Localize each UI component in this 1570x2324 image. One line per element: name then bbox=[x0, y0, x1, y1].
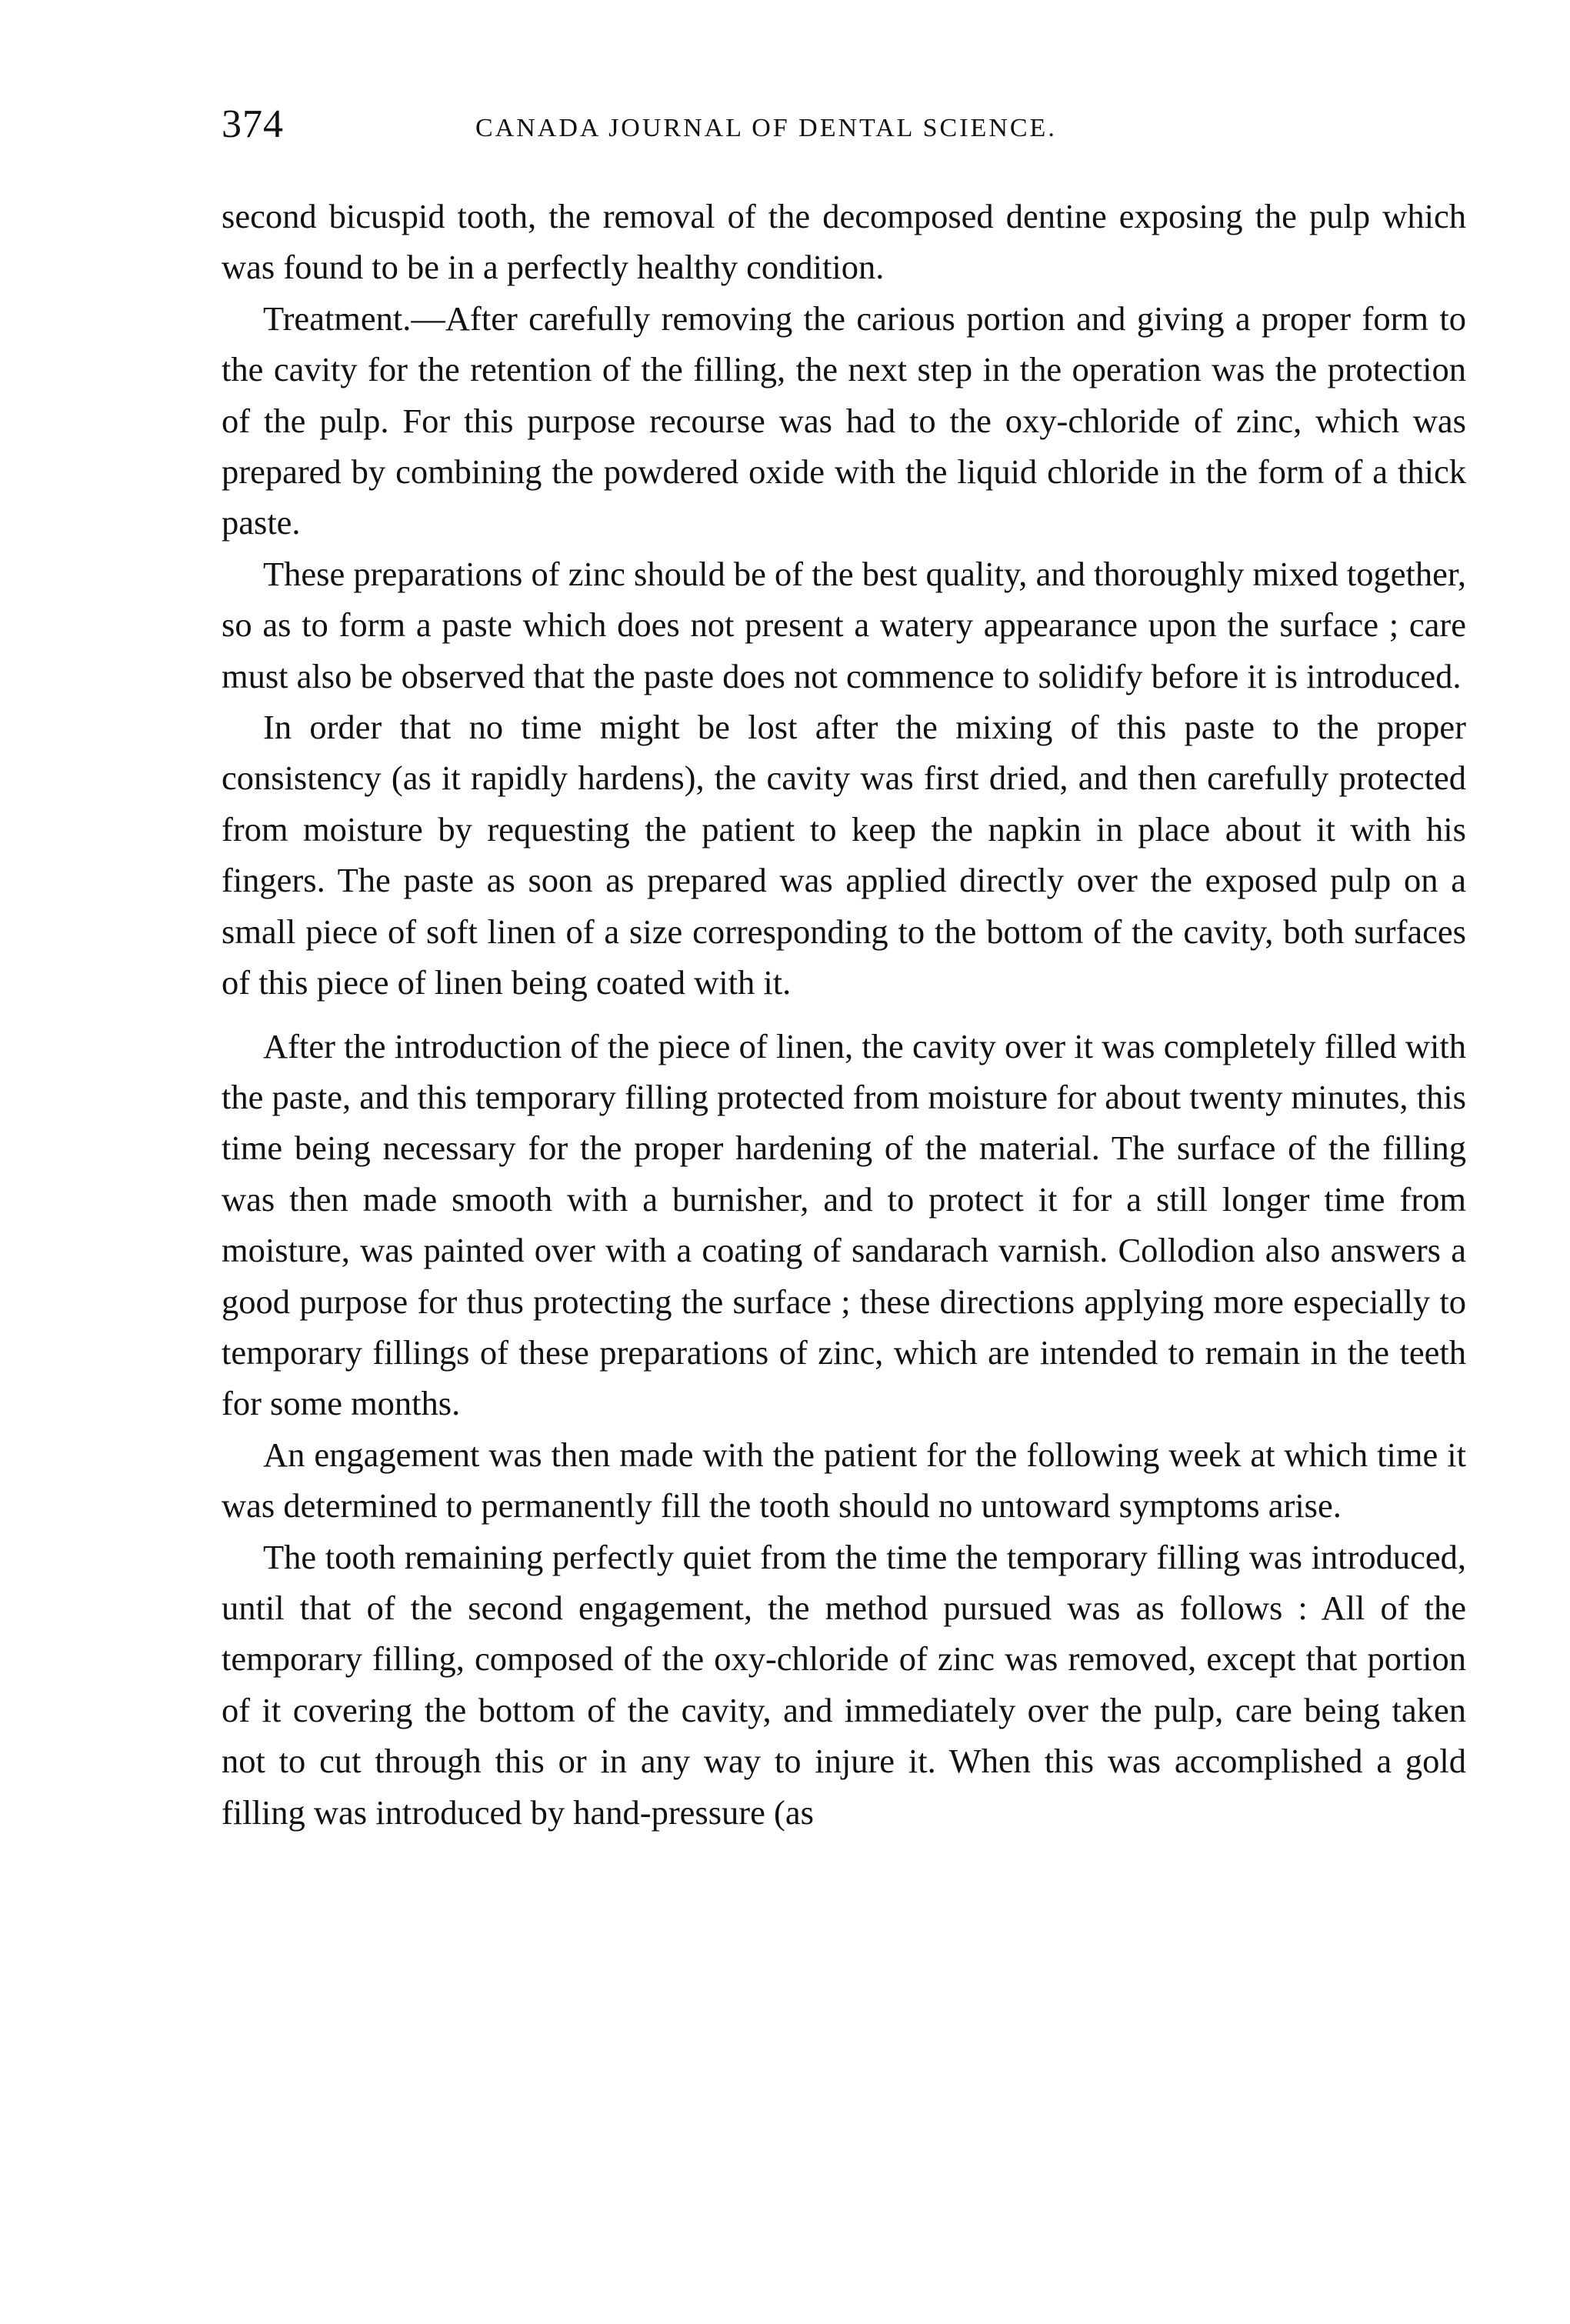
page-header bbox=[222, 102, 1468, 155]
body-text bbox=[222, 191, 1466, 1838]
running-head: CANADA JOURNAL OF DENTAL SCIENCE. bbox=[475, 114, 1057, 142]
paragraph-continuation: second bicuspid tooth, the removal of the decomposed dentine exposing the pulp which was found to be in a perfectly healthy condition. bbox=[222, 197, 1466, 287]
paragraph-linen-introduction: After the introduction of the piece of linen, the cavity over it was completely filled with the paste, and this temporary filling protected from moisture for about twenty minutes, this time being necessary for the proper hardening of the material. The surface of the filling was then made smooth with a burnisher, and to protect it for a still longer time from moisture, was painted over with a coating of sandarach varnish. Collodion also answers a good purpose for thus protecting the surface ; these directions applying more especially to temporary fillings of these preparations of zinc, which are intended to remain in the teeth for some months. bbox=[222, 1026, 1466, 1423]
page-number: 374 bbox=[222, 102, 284, 146]
paragraph-mixing-paste: In order that no time might be lost after the mixing of this paste to the proper consistency (as it rapidly hardens), the cavity was first dried, and then carefully protected from moisture by requesting the patient to keep the napkin in place about it with his fingers. The paste as soon as prepared was applied directly over the exposed pulp on a small piece of soft linen of a size corresponding to the bottom of the cavity, both surfaces of this piece of linen being coated with it. bbox=[222, 708, 1466, 1002]
paragraph-treatment: Treatment.—After carefully removing the carious portion and giving a proper form to the cavity for the retention of the filling, the next step in the operation was the protection of the pulp. For this purpose recourse was had to the oxy-chloride of zinc, which was prepared by combining the powdered oxide with the liquid chloride in the form of a thick paste. bbox=[222, 298, 1466, 542]
paragraph-second-engagement: The tooth remaining perfectly quiet from the time the temporary filling was introduced, until that of the second engagement, the method pursued was as follows : All of the temporary filling, composed of the oxy-chloride of zinc was removed, except that portion of it covering the bottom of the cavity, and immediately over the pulp, care being taken not to cut through this or in any way to injure it. When this was accomplished a gold filling was introduced by hand-pressure (as bbox=[222, 1537, 1466, 1832]
paragraph-engagement: An engagement was then made with the patient for the following week at which time it was determined to permanently fill the tooth should no untoward symptoms arise. bbox=[222, 1435, 1466, 1525]
paragraph-zinc-preparations: These preparations of zinc should be of the best quality, and thoroughly mixed together, so as to form a paste which does not present a watery appearance upon the surface ; care must also be observed that the paste does not commence to solidify before it is introduced. bbox=[222, 554, 1466, 695]
